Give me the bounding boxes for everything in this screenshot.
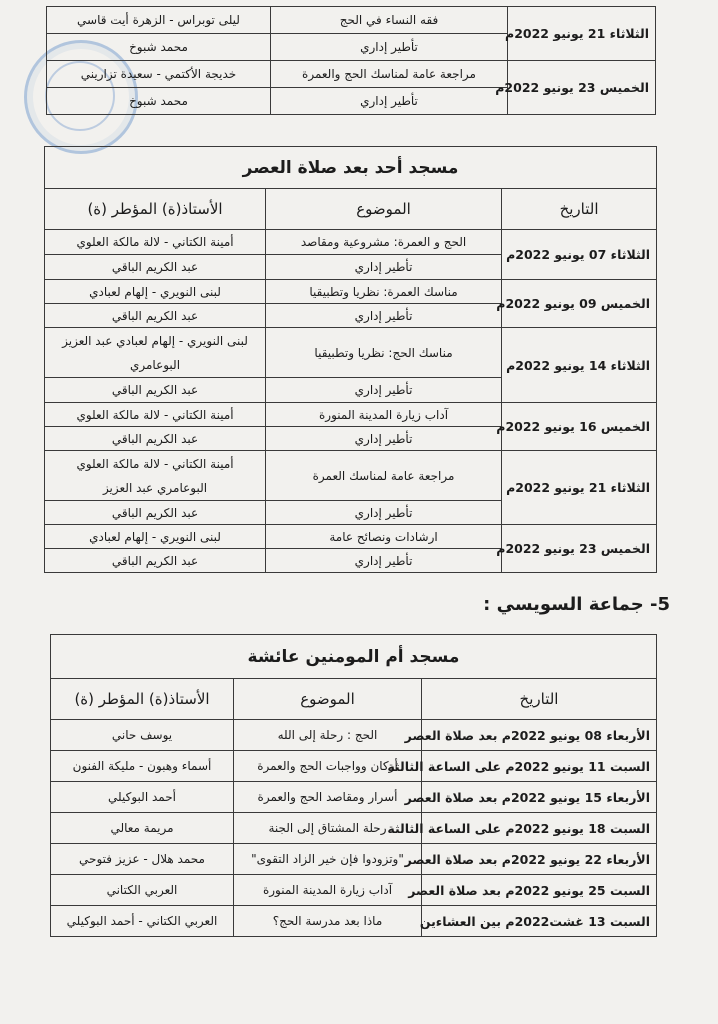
- date-cell: الثلاثاء 14 يونيو 2022م: [502, 328, 657, 403]
- topic-cell: تأطير إداري: [271, 34, 508, 61]
- header-prof: الأستاذ(ة) المؤطر (ة): [51, 679, 234, 720]
- table-row: [45, 328, 657, 378]
- prof-cell: محمد شبوخ: [47, 34, 271, 61]
- date-cell: السبت 18 يونيو 2022م على الساعة الثالثة: [422, 813, 657, 844]
- section-heading: [430, 594, 670, 615]
- table-title: مسجد أحد بعد صلاة العصر: [45, 147, 657, 189]
- header-date: التاريخ: [422, 679, 657, 720]
- date-cell: الثلاثاء 07 يونيو 2022م: [502, 230, 657, 280]
- date-cell: الخميس 23 يونيو 2022م: [502, 525, 657, 573]
- prof-cell: ليلى توبراس - الزهرة أيت قاسي: [47, 7, 271, 34]
- header-row: [45, 189, 657, 230]
- topic-cell: ماذا بعد مدرسة الحج؟: [234, 906, 422, 937]
- date-cell: الخميس 09 يونيو 2022م: [502, 280, 657, 328]
- prof-cell: أمينة الكتاني - لالة مالكة العلوي البوعامري عبد العزيز: [45, 451, 266, 501]
- prof-cell: أمينة الكتاني - لالة مالكة العلوي: [45, 403, 266, 427]
- table-row: [51, 782, 657, 813]
- date-cell: الثلاثاء 21 يونيو 2022م: [508, 7, 656, 61]
- prof-cell: محمد شبوخ: [47, 88, 271, 115]
- table-title-row: [51, 635, 657, 679]
- prof-cell: لبنى النويري - إلهام لعبادي عبد العزيز البوعامري: [45, 328, 266, 378]
- topic-cell: تأطير إداري: [266, 501, 502, 525]
- topic-cell: تأطير إداري: [266, 378, 502, 403]
- topic-cell: الحج : رحلة إلى الله: [234, 720, 422, 751]
- schedule-table-aisha-mosque: [50, 634, 657, 937]
- prof-cell: عبد الكريم الباقي: [45, 427, 266, 451]
- topic-cell: ارشادات ونصائح عامة: [266, 525, 502, 549]
- topic-cell: آداب زيارة المدينة المنورة: [234, 875, 422, 906]
- topic-cell: تأطير إداري: [266, 304, 502, 328]
- table-row: [51, 906, 657, 937]
- topic-cell: الحج و العمرة: مشروعية ومقاصد: [266, 230, 502, 255]
- prof-cell: محمد هلال - عزيز فتوحي: [51, 844, 234, 875]
- prof-cell: لبنى النويري - إلهام لعبادي: [45, 525, 266, 549]
- prof-cell: مريمة معالي: [51, 813, 234, 844]
- section-number: 5-: [649, 594, 670, 615]
- table-row: [45, 451, 657, 501]
- header-date: التاريخ: [502, 189, 657, 230]
- date-cell: الخميس 23 يونيو 2022م: [508, 61, 656, 115]
- date-cell: السبت 25 يونيو 2022م بعد صلاة العصر: [422, 875, 657, 906]
- schedule-table-ohod-mosque: [44, 146, 657, 573]
- table-row: [51, 813, 657, 844]
- table-row: [51, 844, 657, 875]
- header-row: [51, 679, 657, 720]
- topic-cell: تأطير إداري: [271, 88, 508, 115]
- prof-cell: عبد الكريم الباقي: [45, 501, 266, 525]
- prof-cell: أسماء وهبون - مليكة الفنون: [51, 751, 234, 782]
- topic-cell: مناسك الحج: نظريا وتطبيقيا: [266, 328, 502, 378]
- prof-cell: عبد الكريم الباقي: [45, 304, 266, 328]
- date-cell: السبت 13 غشت2022م بين العشاءين: [422, 906, 657, 937]
- header-topic: الموضوع: [266, 189, 502, 230]
- topic-cell: تأطير إداري: [266, 549, 502, 573]
- prof-cell: خديجة الأكتمي - سعيدة تزاريني: [47, 61, 271, 88]
- table-row: [45, 230, 657, 255]
- prof-cell: عبد الكريم الباقي: [45, 549, 266, 573]
- prof-cell: لبنى النويري - إلهام لعبادي: [45, 280, 266, 304]
- topic-cell: أركان وواجبات الحج والعمرة: [234, 751, 422, 782]
- prof-cell: يوسف حاني: [51, 720, 234, 751]
- topic-cell: مراجعة عامة لمناسك العمرة: [266, 451, 502, 501]
- table-title-row: [45, 147, 657, 189]
- table-row: [51, 751, 657, 782]
- table-title: مسجد أم المومنين عائشة: [51, 635, 657, 679]
- topic-cell: فقه النساء في الحج: [271, 7, 508, 34]
- header-topic: الموضوع: [234, 679, 422, 720]
- date-cell: الأربعاء 15 يونيو 2022م بعد صلاة العصر: [422, 782, 657, 813]
- prof-cell: العربي الكتاني - أحمد البوكيلي: [51, 906, 234, 937]
- topic-cell: تأطير إداري: [266, 255, 502, 280]
- date-cell: الأربعاء 08 يونيو 2022م بعد صلاة العصر: [422, 720, 657, 751]
- table-row: [47, 7, 656, 34]
- prof-cell: أحمد البوكيلي: [51, 782, 234, 813]
- table-row: [47, 61, 656, 88]
- topic-cell: "وتزودوا فإن خير الزاد التقوى": [234, 844, 422, 875]
- topic-cell: أسرار ومقاصد الحج والعمرة: [234, 782, 422, 813]
- topic-cell: تأطير إداري: [266, 427, 502, 451]
- table-row: [51, 875, 657, 906]
- table-row: [45, 403, 657, 427]
- topic-cell: آداب زيارة المدينة المنورة: [266, 403, 502, 427]
- prof-cell: العربي الكتاني: [51, 875, 234, 906]
- date-cell: الثلاثاء 21 يونيو 2022م: [502, 451, 657, 525]
- prof-cell: عبد الكريم الباقي: [45, 378, 266, 403]
- prof-cell: عبد الكريم الباقي: [45, 255, 266, 280]
- header-prof: الأستاذ(ة) المؤطر (ة): [45, 189, 266, 230]
- table-row: [45, 280, 657, 304]
- topic-cell: مراجعة عامة لمناسك الحج والعمرة: [271, 61, 508, 88]
- date-cell: السبت 11 يونيو 2022م على الساعة الثالثة: [422, 751, 657, 782]
- date-cell: الخميس 16 يونيو 2022م: [502, 403, 657, 451]
- date-cell: الأربعاء 22 يونيو 2022م بعد صلاة العصر: [422, 844, 657, 875]
- topic-cell: رحلة المشتاق إلى الجنة: [234, 813, 422, 844]
- table-row: [51, 720, 657, 751]
- prof-cell: أمينة الكتاني - لالة مالكة العلوي: [45, 230, 266, 255]
- topic-cell: مناسك العمرة: نظريا وتطبيقيا: [266, 280, 502, 304]
- section-name: جماعة السويسي :: [483, 594, 644, 615]
- table-row: [45, 525, 657, 549]
- schedule-table-continuation: [46, 6, 656, 115]
